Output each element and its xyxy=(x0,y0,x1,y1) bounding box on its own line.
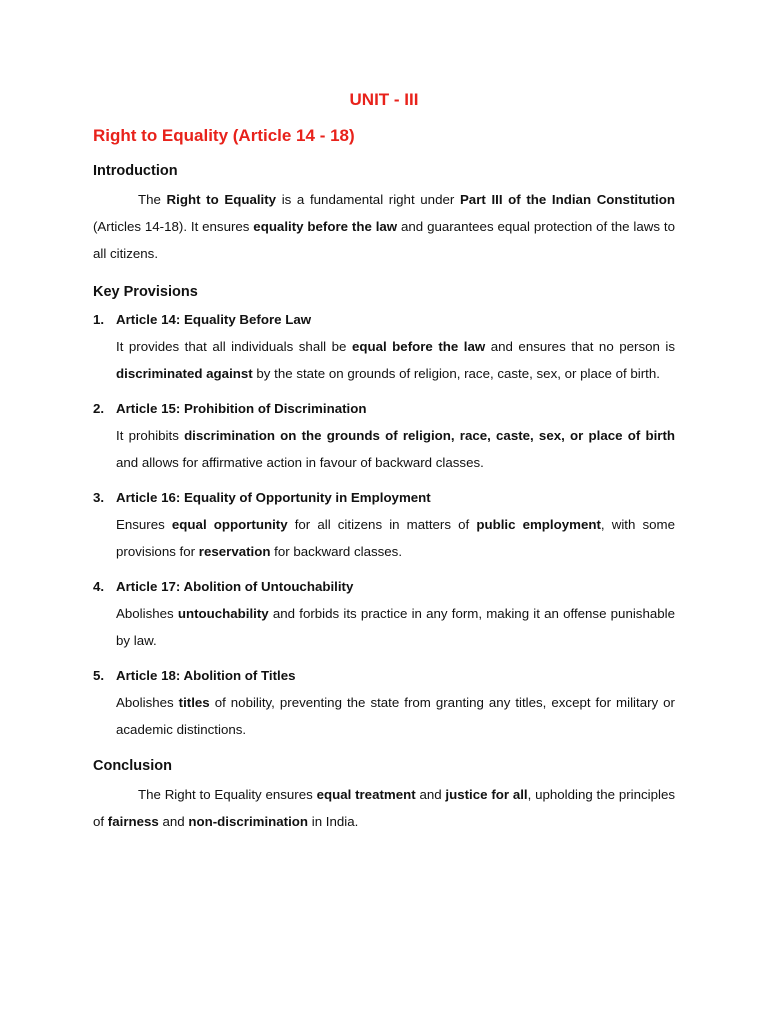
provisions-list xyxy=(93,309,675,743)
text-run: Abolishes xyxy=(116,695,179,710)
text-run: and xyxy=(415,787,446,802)
bold-run: equal before the law xyxy=(351,339,486,354)
bold-run: Part III of the Indian Constitution xyxy=(459,192,675,207)
list-number: 5. xyxy=(93,668,105,683)
unit-title: UNIT - III xyxy=(349,90,419,109)
provision-item-article-14 xyxy=(93,309,675,387)
main-title: Right to Equality (Article 14 - 18) xyxy=(93,126,355,145)
introduction-heading: Introduction xyxy=(93,163,178,179)
provision-body xyxy=(116,333,675,387)
provision-title: Article 17: Abolition of Untouchability xyxy=(116,579,354,594)
bold-run: public employment xyxy=(476,517,601,532)
bold-run: discrimination on the grounds of religion, race, caste, sex, or place of birth xyxy=(184,428,676,443)
provision-body xyxy=(116,689,675,743)
list-number: 3. xyxy=(93,490,105,505)
bold-run: Right to Equality xyxy=(166,192,277,207)
text-run: for all citizens in matters of xyxy=(287,517,477,532)
text-run: and ensures that no person is xyxy=(485,339,676,354)
provision-item-article-16 xyxy=(93,487,675,565)
provision-title: Article 16: Equality of Opportunity in Employment xyxy=(116,490,431,505)
text-run: , with some provisions for xyxy=(116,517,676,559)
text-run: and allows for affirmative action in favour of backward classes. xyxy=(116,455,484,470)
bold-run: equal treatment xyxy=(316,787,416,802)
conclusion-heading: Conclusion xyxy=(93,758,172,774)
document-content xyxy=(93,86,675,835)
provision-title: Article 15: Prohibition of Discrimination xyxy=(116,401,367,416)
provision-title: Article 14: Equality Before Law xyxy=(116,312,312,327)
bold-run: non-discrimination xyxy=(188,814,309,829)
provision-item-article-18 xyxy=(93,665,675,743)
bold-run: equal opportunity xyxy=(171,517,288,532)
provision-item-article-17 xyxy=(93,576,675,654)
bold-run: justice for all xyxy=(445,787,528,802)
text-run: by the state on grounds of religion, race, caste, sex, or place of birth. xyxy=(252,366,660,381)
bold-run: equality before the law xyxy=(253,219,398,234)
text-run: of nobility, preventing the state from granting any titles, except for military or academic distinctions. xyxy=(116,695,675,737)
text-run: , upholding the principles of xyxy=(93,787,675,829)
provision-title: Article 18: Abolition of Titles xyxy=(116,668,296,683)
text-run: and xyxy=(158,814,189,829)
introduction-paragraph xyxy=(93,186,675,267)
text-run: (Articles 14-18). It ensures xyxy=(93,219,254,234)
text-run: Abolishes xyxy=(116,606,178,621)
text-run: and forbids its practice in any form, making it an offense punishable by law. xyxy=(116,606,675,648)
key-provisions-heading: Key Provisions xyxy=(93,284,198,300)
text-run: and guarantees equal protection of the laws to all citizens. xyxy=(93,219,675,261)
bold-run: discriminated against xyxy=(116,366,253,381)
bold-run: titles xyxy=(178,695,210,710)
provision-body xyxy=(116,422,675,476)
text-run: in India. xyxy=(308,814,359,829)
bold-run: untouchability xyxy=(177,606,269,621)
text-run: for backward classes. xyxy=(270,544,403,559)
text-run: The xyxy=(138,192,167,207)
text-run: is a fundamental right under xyxy=(276,192,460,207)
list-number: 4. xyxy=(93,579,105,594)
provision-body xyxy=(116,600,675,654)
list-number: 2. xyxy=(93,401,105,416)
text-run: The Right to Equality ensures xyxy=(138,787,317,802)
provision-item-article-15 xyxy=(93,398,675,476)
bold-run: reservation xyxy=(198,544,271,559)
bold-run: fairness xyxy=(107,814,159,829)
text-run: It prohibits xyxy=(116,428,185,443)
conclusion-paragraph xyxy=(93,781,675,835)
list-number: 1. xyxy=(93,312,105,327)
text-run: It provides that all individuals shall be xyxy=(116,339,352,354)
provision-body xyxy=(116,511,675,565)
text-run: Ensures xyxy=(116,517,172,532)
